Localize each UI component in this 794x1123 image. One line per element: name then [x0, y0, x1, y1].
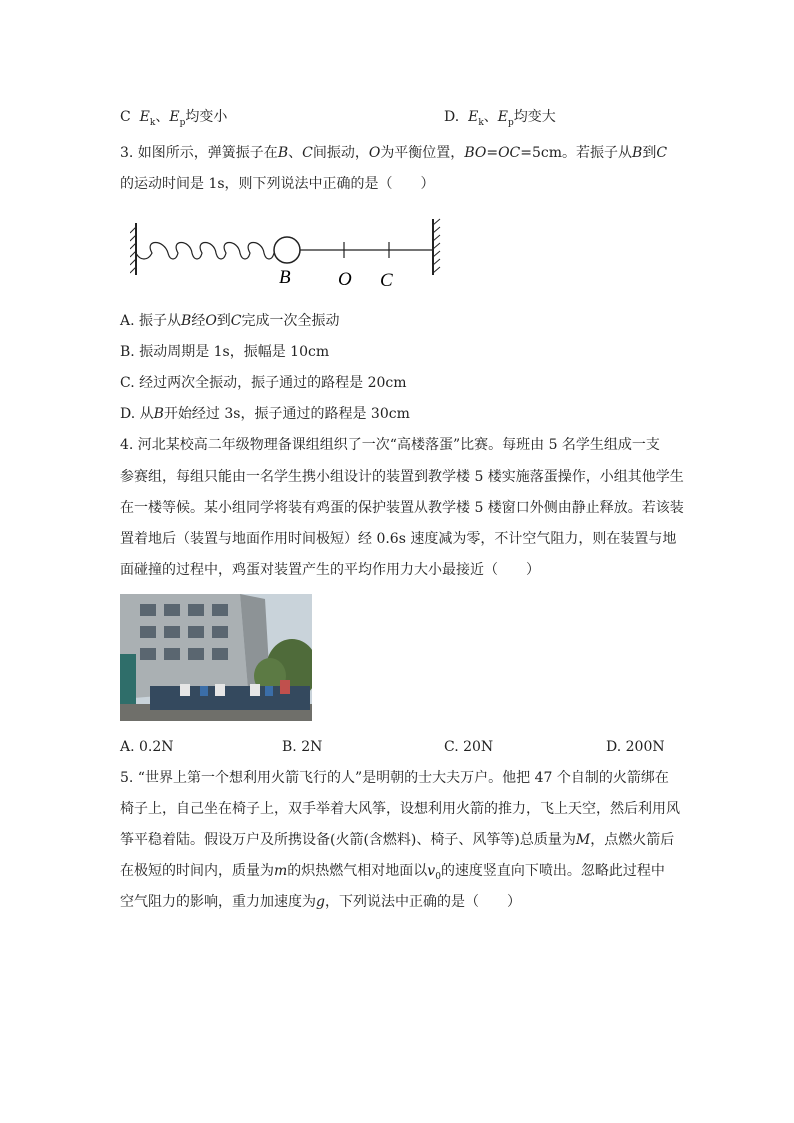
q4-option-a: A. 0.2N: [120, 739, 174, 755]
q4-option-b: B. 2N: [282, 739, 323, 755]
q5-stem-line-1: 5. “世界上第一个想利用火箭飞行的人”是明朝的士大夫万户。他把 47 个自制的火箭绑在: [120, 770, 669, 786]
q5-stem-line-3: 筝平稳着陆。假设万户及所携设备(火箭(含燃料)、椅子、风筝等)总质量为M，点燃火箭后: [120, 832, 675, 848]
q5-stem-line-4: 在极短的时间内，质量为m的炽热燃气相对地面以$v_0$的速度竖直向下喷出。忽略此过程中: [120, 863, 665, 882]
q4-stem-line-4: 置着地后（装置与地面作用时间极短）经 0.6s 速度减为零，不计空气阻力，则在装置与地: [120, 531, 677, 547]
right-wall-hatch: [433, 219, 440, 273]
label-o: O: [338, 269, 352, 290]
label-c: C: [380, 270, 393, 291]
q4-option-d: D. 200N: [606, 739, 665, 755]
q2-option-c: C $E_k$、$E_p$均变小: [120, 109, 228, 128]
oscillator-ball: [274, 237, 300, 263]
q4-stem-line-2: 参赛组，每组只能由一名学生携小组设计的装置到教学楼 5 楼实施落蛋操作，小组其他学生: [120, 469, 684, 485]
q3-option-a: A. 振子从B经O到C完成一次全振动: [120, 313, 340, 329]
q2-option-d: D. $E_k$、$E_p$均变大: [444, 109, 556, 128]
q4-stem-line-5: 面碰撞的过程中，鸡蛋对装置产生的平均作用力大小最接近（ ）: [120, 562, 540, 578]
q4-option-c: C. 20N: [444, 739, 494, 755]
q3-stem-line-2: 的运动时间是 1s，则下列说法中正确的是（ ）: [120, 176, 435, 192]
school-building-photo: [120, 594, 312, 721]
q5-stem-line-5: 空气阻力的影响，重力加速度为g，下列说法中正确的是（ ）: [120, 894, 521, 910]
label-b: B: [279, 267, 291, 288]
q3-option-b: B. 振动周期是 1s，振幅是 10cm: [120, 344, 330, 360]
q4-stem-line-3: 在一楼等候。某小组同学将装有鸡蛋的保护装置从教学楼 5 楼窗口外侧由静止释放。若该装: [120, 500, 684, 516]
spring: [136, 243, 274, 260]
q3-option-d: D. 从B开始经过 3s，振子通过的路程是 30cm: [120, 406, 410, 422]
q3-stem-line-1: 3. 如图所示，弹簧振子在B、C间振动，O为平衡位置，BO=OC=5cm。若振子从B到C: [120, 145, 668, 161]
q3-option-c: C. 经过两次全振动，振子通过的路程是 20cm: [120, 375, 407, 391]
q5-stem-line-2: 椅子上，自己坐在椅子上，双手举着大风筝，设想利用火箭的推力，飞上天空，然后利用风: [120, 801, 680, 817]
spring-oscillator-diagram: [130, 215, 450, 295]
q4-stem-line-1: 4. 河北某校高二年级物理备课组组织了一次“高楼落蛋”比赛。每班由 5 名学生组成一支: [120, 437, 660, 453]
